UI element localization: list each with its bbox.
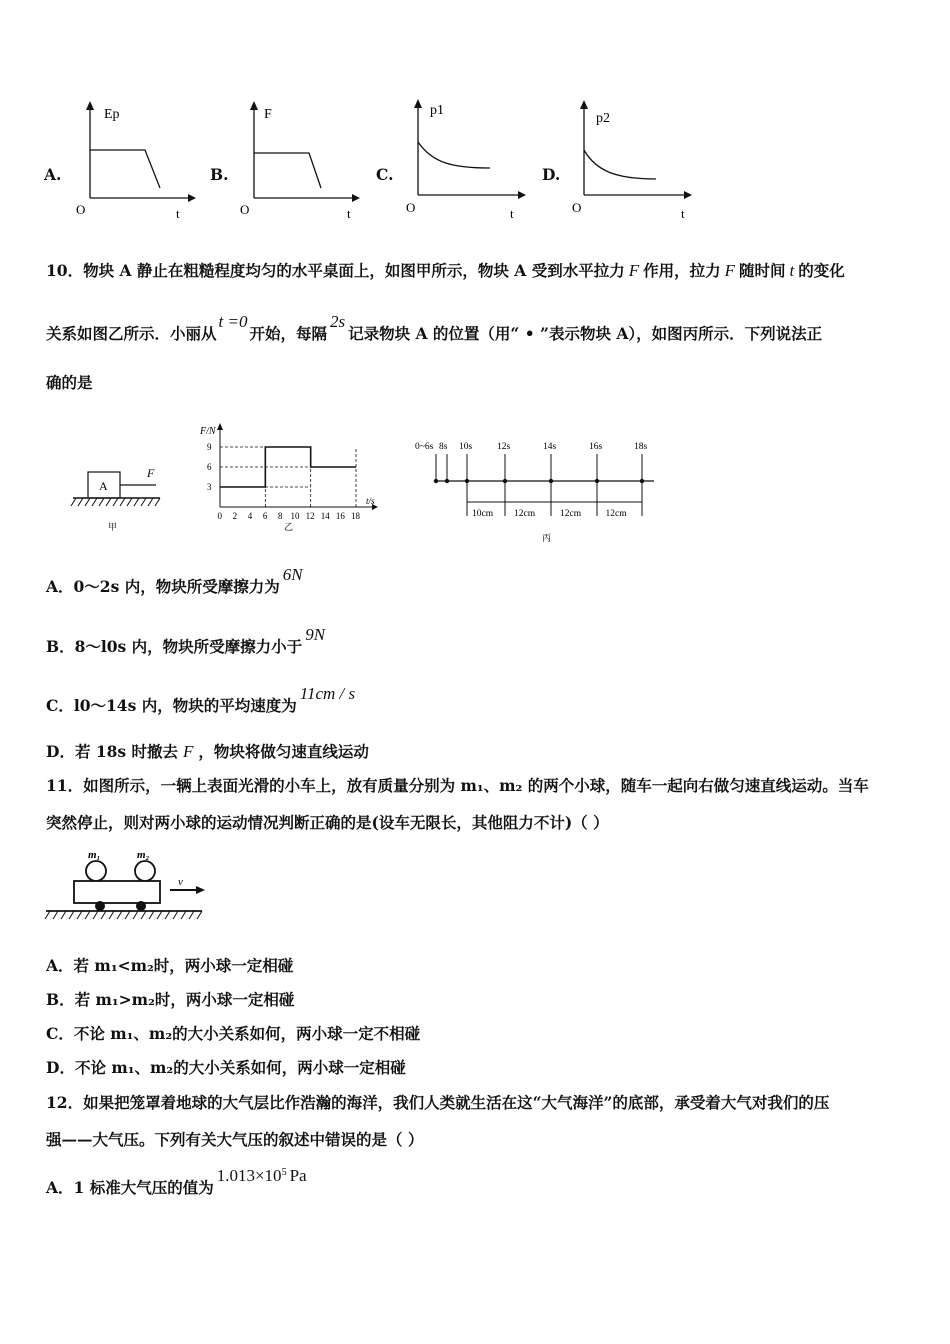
q10-line1: 10．物块 A 静止在粗糙程度均匀的水平桌面上，如图甲所示，物块 A 受到水平拉力 F 作用，拉力 F 随时间 t 的变化: [46, 261, 845, 280]
bing-time-label: 12s: [497, 442, 511, 452]
q11-option-b: B．若 m₁>m₂时，两小球一定相碰: [46, 990, 295, 1009]
graph-c-p1-t: [398, 92, 528, 222]
yi-ytick-label: 9: [207, 442, 212, 452]
bing-block-dot: [595, 479, 599, 483]
q12-line2: 强——大气压。下列有关大气压的叙述中错误的是（ ）: [46, 1130, 424, 1149]
q10-option-d: D．若 18s 时撤去 F ，物块将做匀速直线运动: [46, 742, 369, 761]
q10-line3: 确的是: [46, 373, 93, 392]
bing-time-label: 10s: [459, 442, 473, 452]
svg-text:甲: 甲: [108, 522, 118, 532]
yi-xtick-label: 14: [320, 511, 330, 521]
bing-gap-label: 12cm: [560, 509, 582, 519]
graph-b-f-t: [232, 98, 362, 223]
option-a-label: A.: [44, 165, 62, 184]
figure-jia: [68, 462, 168, 537]
bing-block-dot: [445, 479, 449, 483]
option-c-label: C.: [376, 165, 394, 184]
yi-xtick-label: 2: [232, 511, 238, 521]
yi-xtick-label: 4: [247, 511, 253, 521]
bing-block-dot: [549, 479, 553, 483]
bing-time-label: 18s: [634, 442, 648, 452]
figure-yi-chart: [196, 420, 386, 535]
bing-time-label: 0~6s: [415, 442, 434, 452]
q10-option-c: C．l0～14s 内，物块的平均速度为11cm / s: [46, 684, 356, 715]
graph-b-ylabel: F: [264, 107, 272, 122]
svg-text:O: O: [240, 202, 250, 217]
bing-block-dot: [465, 479, 469, 483]
q10-option-a: A．0～2s 内，物块所受摩擦力为6N: [46, 565, 303, 596]
graph-a-ep-t: [68, 98, 198, 223]
svg-text:t: t: [681, 206, 685, 221]
svg-text:O: O: [572, 200, 582, 215]
cart-m2-label: m₂: [137, 849, 150, 861]
q11-option-a: A．若 m₁<m₂时，两小球一定相碰: [46, 956, 294, 975]
bing-gap-label: 12cm: [514, 509, 536, 519]
cart-v-label: v: [178, 876, 183, 888]
bing-time-label: 8s: [439, 442, 448, 452]
q10-line2: 关系如图乙所示．小丽从t =0开始，每隔2s记录物块 A 的位置（用“ • ”表示物块 A），如图丙所示．下列说法正: [46, 312, 823, 343]
q11-line2: 突然停止，则对两小球的运动情况判断正确的是(设车无限长，其他阻力不计)（ ）: [46, 813, 609, 832]
yi-xtick-label: 12: [305, 511, 315, 521]
svg-text:t: t: [176, 206, 180, 221]
q10-option-b: B．8～l0s 内，物块所受摩擦力小于9N: [46, 625, 326, 656]
figure-cart: [40, 844, 220, 929]
bing-gap-label: 12cm: [605, 509, 627, 519]
figure-bing: [410, 430, 665, 545]
svg-text:O: O: [76, 202, 86, 217]
yi-caption: 乙: [284, 522, 294, 532]
q11-option-c: C．不论 m₁、m₂的大小关系如何，两小球一定不相碰: [46, 1024, 421, 1043]
svg-text:O: O: [406, 200, 416, 215]
bing-time-label: 16s: [589, 442, 603, 452]
svg-text:t: t: [510, 206, 514, 221]
yi-xtick-label: 8: [277, 511, 283, 521]
yi-xlabel: t/s: [366, 496, 375, 506]
graph-a-ylabel: Ep: [104, 107, 120, 122]
yi-xtick-label: 18: [351, 511, 360, 521]
bing-block-dot: [434, 479, 438, 483]
yi-ytick-label: 6: [207, 462, 212, 472]
option-b-label: B.: [210, 165, 229, 184]
bing-caption: 丙: [542, 533, 552, 543]
svg-text:F: F: [147, 466, 155, 480]
yi-xtick-label: 0: [217, 511, 222, 521]
graph-c-ylabel: p1: [430, 103, 444, 118]
yi-xtick-label: 10: [290, 511, 300, 521]
cart-m1-label: m₁: [88, 849, 101, 861]
q11-option-d: D．不论 m₁、m₂的大小关系如何，两小球一定相碰: [46, 1058, 406, 1077]
bing-block-dot: [640, 479, 644, 483]
q12-option-a: A．1 标准大气压的值为$1.013\times 10^5$ Pa: [46, 1166, 307, 1197]
svg-text:t: t: [347, 206, 351, 221]
bing-time-label: 14s: [543, 442, 557, 452]
q11-line1: 11．如图所示，一辆上表面光滑的小车上，放有质量分别为 m₁、m₂ 的两个小球，随车一起向右做匀速直线运动。当车: [46, 776, 869, 795]
bing-gap-label: 10cm: [472, 509, 494, 519]
yi-xtick-label: 16: [335, 511, 345, 521]
yi-xtick-label: 6: [262, 511, 268, 521]
yi-ytick-label: 3: [207, 482, 212, 492]
graph-d-ylabel: p2: [596, 111, 610, 126]
q12-line1: 12．如果把笼罩着地球的大气层比作浩瀚的海洋，我们人类就生活在这“大气海洋”的底部，承受着大气对我们的压: [46, 1093, 830, 1112]
option-d-label: D.: [542, 165, 561, 184]
bing-block-dot: [503, 479, 507, 483]
svg-text:A: A: [99, 479, 108, 493]
yi-ylabel: F/N: [200, 426, 216, 437]
graph-d-p2-t: [566, 95, 696, 222]
